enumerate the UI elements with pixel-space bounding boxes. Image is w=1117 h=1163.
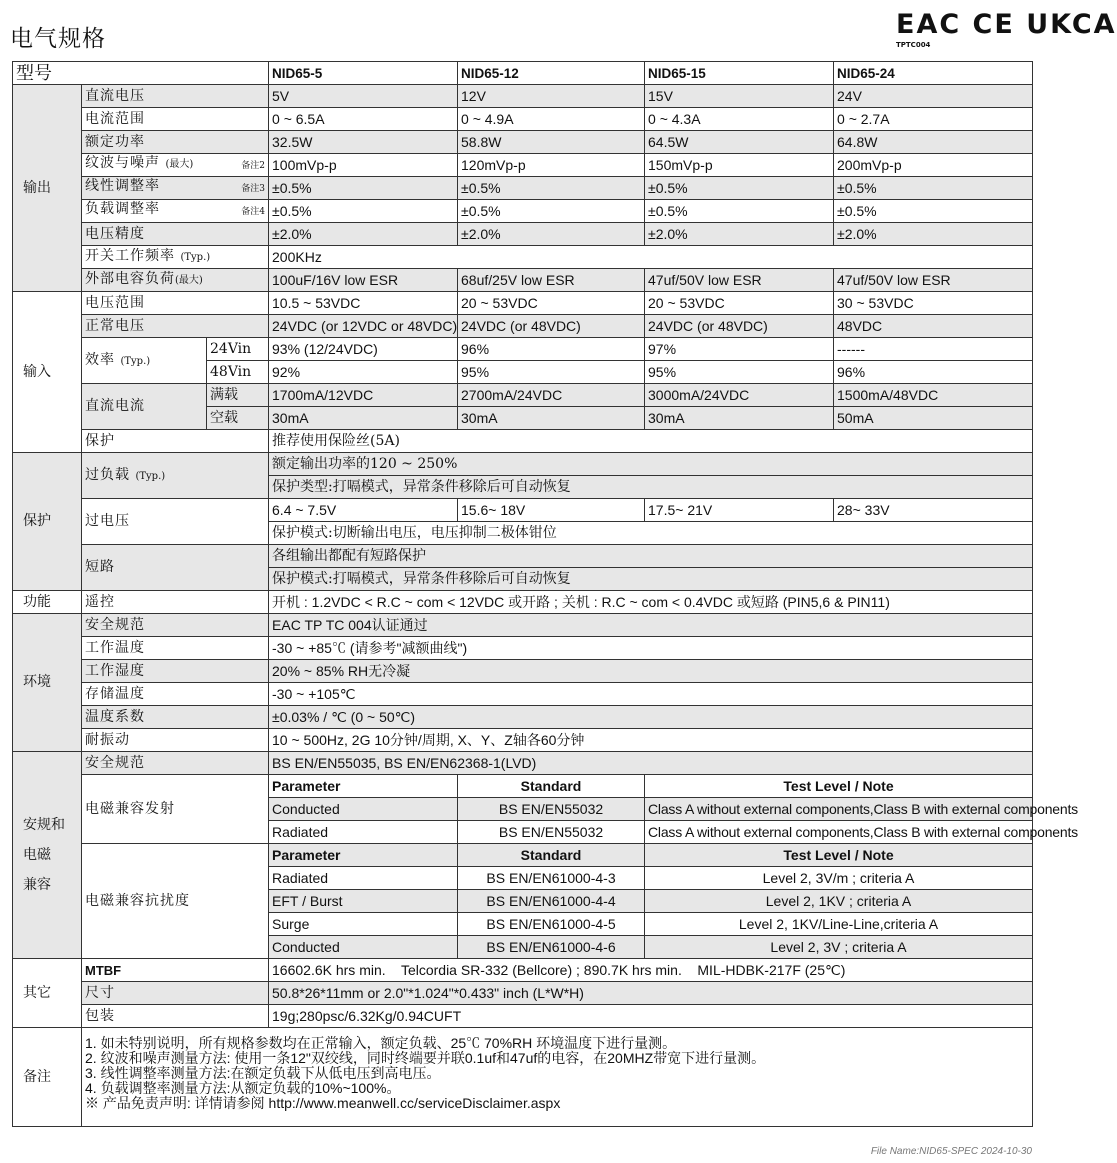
cell: 64.8W bbox=[834, 131, 1033, 154]
protection-overload-row-1 bbox=[13, 453, 1033, 476]
cell: -30 ~ +105℃ bbox=[269, 683, 1033, 706]
env-row bbox=[13, 729, 1033, 752]
cell: 93% (12/24VDC) bbox=[269, 338, 458, 361]
label: 遥控 bbox=[82, 591, 269, 614]
cell: ±2.0% bbox=[834, 223, 1033, 246]
label bbox=[82, 269, 269, 292]
ripple-label: 纹波与噪声 bbox=[85, 155, 160, 171]
cell: Conducted bbox=[269, 936, 458, 959]
cell: EFT / Burst bbox=[269, 890, 458, 913]
cell: 30 ~ 53VDC bbox=[834, 292, 1033, 315]
model-4: NID65-24 bbox=[834, 62, 1033, 85]
cell: 32.5W bbox=[269, 131, 458, 154]
cell: Level 2, 3V/m ; criteria A bbox=[645, 867, 1033, 890]
output-dc-voltage-row bbox=[13, 85, 1033, 108]
cell: 24VDC (or 12VDC or 48VDC) bbox=[269, 315, 458, 338]
cell: 20 ~ 53VDC bbox=[645, 292, 834, 315]
qualifier: (最大) bbox=[165, 159, 194, 170]
label bbox=[82, 200, 269, 223]
others-dimension-row bbox=[13, 982, 1033, 1005]
output-current-range-row bbox=[13, 108, 1033, 131]
output-ext-cap-row bbox=[13, 269, 1033, 292]
qualifier: (Typ.) bbox=[135, 470, 166, 482]
col-head: Parameter bbox=[269, 775, 458, 798]
notes-cell bbox=[82, 1028, 1033, 1127]
file-name-footer: File Name:NID65-SPEC 2024-10-30 bbox=[870, 1146, 1032, 1157]
cell: 保护模式:切断输出电压，电压抑制二极体钳位 bbox=[269, 522, 1033, 545]
protection-short-row-1 bbox=[13, 545, 1033, 568]
label: 包装 bbox=[82, 1005, 269, 1028]
label: 安全规范 bbox=[82, 752, 269, 775]
cell: Class A without external components,Class B with external components bbox=[645, 821, 1033, 844]
cell: 24VDC (or 48VDC) bbox=[458, 315, 645, 338]
cell: BS EN/EN55032 bbox=[458, 798, 645, 821]
label: 电流范围 bbox=[82, 108, 269, 131]
label: 安全规范 bbox=[82, 614, 269, 637]
model-label: 型号 bbox=[13, 62, 269, 85]
category-safety-emc bbox=[13, 752, 82, 959]
note-ref: 备注4 bbox=[241, 207, 266, 217]
emission-head-row bbox=[13, 775, 1033, 798]
input-voltage-range-row bbox=[13, 292, 1033, 315]
cell: Level 2, 1KV ; criteria A bbox=[645, 890, 1033, 913]
cell: 10.5 ~ 53VDC bbox=[269, 292, 458, 315]
model-2: NID65-12 bbox=[458, 62, 645, 85]
label: 工作湿度 bbox=[82, 660, 269, 683]
cell: 100uF/16V low ESR bbox=[269, 269, 458, 292]
cell: EAC TP TC 004认证通过 bbox=[269, 614, 1033, 637]
cell: ------ bbox=[834, 338, 1033, 361]
overload-label: 过负载 bbox=[85, 466, 130, 483]
cell: 20 ~ 53VDC bbox=[458, 292, 645, 315]
cell: BS EN/EN61000-4-5 bbox=[458, 913, 645, 936]
label: 正常电压 bbox=[82, 315, 269, 338]
note-ref: 备注2 bbox=[241, 161, 266, 171]
qualifier: (最大) bbox=[175, 275, 203, 286]
label: 电磁兼容抗扰度 bbox=[82, 844, 269, 959]
cell: 20% ~ 85% RH无冷凝 bbox=[269, 660, 1033, 683]
cell: BS EN/EN55032 bbox=[458, 821, 645, 844]
cat-line: 兼容 bbox=[23, 877, 51, 893]
cell: 30mA bbox=[645, 407, 834, 430]
notes-row bbox=[13, 1028, 1033, 1127]
output-load-reg-row bbox=[13, 200, 1033, 223]
cell: 47uf/50V low ESR bbox=[645, 269, 834, 292]
output-ripple-row bbox=[13, 154, 1033, 177]
cell: 50mA bbox=[834, 407, 1033, 430]
cell: 1500mA/48VDC bbox=[834, 384, 1033, 407]
cell: Class A without external components,Class B with external components bbox=[645, 798, 1033, 821]
cell: 30mA bbox=[458, 407, 645, 430]
switching-freq-label: 开关工作频率 bbox=[85, 248, 175, 264]
note-line: ※ 产品免责声明: 详情请参阅 http://www.meanwell.cc/serviceDisclaimer.aspx bbox=[85, 1095, 561, 1111]
output-rated-power-row bbox=[13, 131, 1033, 154]
cell: 16602.6K hrs min. Telcordia SR-332 (Bellcore) ; 890.7K hrs min. MIL-HDBK-217F (25℃) bbox=[269, 959, 1033, 982]
label: 直流电流 bbox=[82, 384, 207, 430]
page-title: 电气规格 bbox=[10, 26, 106, 52]
cell: 17.5~ 21V bbox=[645, 499, 834, 522]
cell: Radiated bbox=[269, 867, 458, 890]
safety-standards-row bbox=[13, 752, 1033, 775]
label: 工作温度 bbox=[82, 637, 269, 660]
cell: 50.8*26*11mm or 2.0"*1.024"*0.433" inch (L*W*H) bbox=[269, 982, 1033, 1005]
others-packing-row bbox=[13, 1005, 1033, 1028]
line-reg-label: 线性调整率 bbox=[85, 178, 160, 194]
label: 电压范围 bbox=[82, 292, 269, 315]
cell: BS EN/EN61000-4-4 bbox=[458, 890, 645, 913]
sub-label: 48Vin bbox=[207, 361, 269, 384]
cell: 95% bbox=[458, 361, 645, 384]
qualifier: (Typ.) bbox=[120, 355, 151, 367]
label: 保护 bbox=[82, 430, 269, 453]
cat-line: 安规和 bbox=[23, 817, 65, 833]
cell: ±2.0% bbox=[645, 223, 834, 246]
label: 存储温度 bbox=[82, 683, 269, 706]
model-3: NID65-15 bbox=[645, 62, 834, 85]
cell: ±0.5% bbox=[458, 177, 645, 200]
cell: Level 2, 1KV/Line-Line,criteria A bbox=[645, 913, 1033, 936]
label bbox=[82, 246, 269, 269]
model-1: NID65-5 bbox=[269, 62, 458, 85]
label bbox=[82, 338, 207, 384]
cell: 推荐使用保险丝(5A) bbox=[269, 430, 1033, 453]
sub-label: 空载 bbox=[207, 407, 269, 430]
function-remote-row bbox=[13, 591, 1033, 614]
load-reg-label: 负载调整率 bbox=[85, 201, 160, 217]
env-row bbox=[13, 706, 1033, 729]
cell: 120mVp-p bbox=[458, 154, 645, 177]
tptc-label: TPTC004 bbox=[896, 41, 931, 49]
cell: 28~ 33V bbox=[834, 499, 1033, 522]
note-line: 4. 负载调整率测量方法:从额定负载的10%~100%。 bbox=[85, 1080, 401, 1096]
qualifier: (Typ.) bbox=[180, 252, 211, 263]
cell: 24VDC (or 48VDC) bbox=[645, 315, 834, 338]
cell: 保护类型:打嗝模式，异常条件移除后可自动恢复 bbox=[269, 476, 1033, 499]
input-normal-voltage-row bbox=[13, 315, 1033, 338]
cell: BS EN/EN61000-4-6 bbox=[458, 936, 645, 959]
category-input: 输入 bbox=[13, 292, 82, 453]
cell: 10 ~ 500Hz, 2G 10分钟/周期, X、Y、Z轴各60分钟 bbox=[269, 729, 1033, 752]
cell: 92% bbox=[269, 361, 458, 384]
sub-label: 满载 bbox=[207, 384, 269, 407]
cell: 15V bbox=[645, 85, 834, 108]
output-switching-freq-row bbox=[13, 246, 1033, 269]
label: MTBF bbox=[82, 959, 269, 982]
cell: 3000mA/24VDC bbox=[645, 384, 834, 407]
cell: 30mA bbox=[269, 407, 458, 430]
cell: 6.4 ~ 7.5V bbox=[269, 499, 458, 522]
cell: Radiated bbox=[269, 821, 458, 844]
cell: ±0.5% bbox=[269, 177, 458, 200]
category-output: 输出 bbox=[13, 85, 82, 292]
cell: 0 ~ 4.9A bbox=[458, 108, 645, 131]
label: 电磁兼容发射 bbox=[82, 775, 269, 844]
cell: 19g;280psc/6.32Kg/0.94CUFT bbox=[269, 1005, 1033, 1028]
cell: 15.6~ 18V bbox=[458, 499, 645, 522]
env-row bbox=[13, 637, 1033, 660]
cell: 0 ~ 6.5A bbox=[269, 108, 458, 131]
cell: 12V bbox=[458, 85, 645, 108]
note-line: 2. 纹波和噪声测量方法: 使用一条12"双绞线，同时终端要并联0.1uf和47uf的电容，在20MHZ带宽下进行量测。 bbox=[85, 1050, 766, 1066]
cell: Surge bbox=[269, 913, 458, 936]
cell: 68uf/25V low ESR bbox=[458, 269, 645, 292]
category-environment: 环境 bbox=[13, 614, 82, 752]
col-head: Test Level / Note bbox=[645, 844, 1033, 867]
cell: 0 ~ 4.3A bbox=[645, 108, 834, 131]
note-line: 3. 线性调整率测量方法:在额定负载下从低电压到高电压。 bbox=[85, 1065, 441, 1081]
label: 温度系数 bbox=[82, 706, 269, 729]
cell: BS EN/EN55035, BS EN/EN62368-1(LVD) bbox=[269, 752, 1033, 775]
note-ref: 备注3 bbox=[241, 184, 266, 194]
cell: ±0.5% bbox=[645, 200, 834, 223]
label: 直流电压 bbox=[82, 85, 269, 108]
cell: 200KHz bbox=[269, 246, 1033, 269]
cell: 各组输出都配有短路保护 bbox=[269, 545, 1033, 568]
cert-marks: EAC CE UKCA bbox=[896, 9, 1117, 40]
label: 耐振动 bbox=[82, 729, 269, 752]
cell: 保护模式:打嗝模式，异常条件移除后可自动恢复 bbox=[269, 568, 1033, 591]
label bbox=[82, 177, 269, 200]
protection-overvoltage-row-1 bbox=[13, 499, 1033, 522]
label: 过电压 bbox=[82, 499, 269, 545]
input-efficiency-row-1 bbox=[13, 338, 1033, 361]
label bbox=[82, 453, 269, 499]
env-row bbox=[13, 660, 1033, 683]
cell: 95% bbox=[645, 361, 834, 384]
output-accuracy-row bbox=[13, 223, 1033, 246]
certification-logos bbox=[896, 9, 1117, 54]
spec-table bbox=[12, 61, 1078, 1127]
category-others: 其它 bbox=[13, 959, 82, 1028]
col-head: Standard bbox=[458, 775, 645, 798]
immunity-head-row bbox=[13, 844, 1033, 867]
efficiency-label: 效率 bbox=[85, 351, 115, 368]
cell: ±2.0% bbox=[269, 223, 458, 246]
cell: ±2.0% bbox=[458, 223, 645, 246]
col-head: Standard bbox=[458, 844, 645, 867]
label: 短路 bbox=[82, 545, 269, 591]
output-line-reg-row bbox=[13, 177, 1033, 200]
ext-cap-label: 外部电容负荷 bbox=[85, 271, 175, 287]
input-dc-current-row-1 bbox=[13, 384, 1033, 407]
cell: 97% bbox=[645, 338, 834, 361]
env-row bbox=[13, 614, 1033, 637]
cell: 200mVp-p bbox=[834, 154, 1033, 177]
label: 额定功率 bbox=[82, 131, 269, 154]
cell: 48VDC bbox=[834, 315, 1033, 338]
cat-line: 电磁 bbox=[23, 847, 51, 863]
cell: Conducted bbox=[269, 798, 458, 821]
cell: 58.8W bbox=[458, 131, 645, 154]
note-line: 1. 如未特别说明，所有规格参数均在正常输入，额定负载、25℃ 70%RH 环境温度下进行量测。 bbox=[85, 1035, 677, 1051]
cell: ±0.5% bbox=[269, 200, 458, 223]
cell: BS EN/EN61000-4-3 bbox=[458, 867, 645, 890]
col-head: Test Level / Note bbox=[645, 775, 1033, 798]
cell: 96% bbox=[834, 361, 1033, 384]
label: 尺寸 bbox=[82, 982, 269, 1005]
cell: -30 ~ +85℃ (请参考"减额曲线") bbox=[269, 637, 1033, 660]
others-mtbf-row bbox=[13, 959, 1033, 982]
cell: Level 2, 3V ; criteria A bbox=[645, 936, 1033, 959]
category-function: 功能 bbox=[13, 591, 82, 614]
col-head: Parameter bbox=[269, 844, 458, 867]
cell: ±0.5% bbox=[458, 200, 645, 223]
cell: 额定输出功率的120 ~ 250% bbox=[269, 453, 1033, 476]
cell: 0 ~ 2.7A bbox=[834, 108, 1033, 131]
category-notes: 备注 bbox=[13, 1028, 82, 1127]
cell: 24V bbox=[834, 85, 1033, 108]
cell: 96% bbox=[458, 338, 645, 361]
category-protection: 保护 bbox=[13, 453, 82, 591]
cell: 5V bbox=[269, 85, 458, 108]
cell: 150mVp-p bbox=[645, 154, 834, 177]
input-protection-row bbox=[13, 430, 1033, 453]
cell: 100mVp-p bbox=[269, 154, 458, 177]
cell: 47uf/50V low ESR bbox=[834, 269, 1033, 292]
sub-label: 24Vin bbox=[207, 338, 269, 361]
cell: ±0.5% bbox=[834, 200, 1033, 223]
cell: ±0.5% bbox=[834, 177, 1033, 200]
env-row bbox=[13, 683, 1033, 706]
cell: 64.5W bbox=[645, 131, 834, 154]
cell: 1700mA/12VDC bbox=[269, 384, 458, 407]
cell: ±0.03% / ℃ (0 ~ 50℃) bbox=[269, 706, 1033, 729]
cell: ±0.5% bbox=[645, 177, 834, 200]
cell: 2700mA/24VDC bbox=[458, 384, 645, 407]
label bbox=[82, 154, 269, 177]
header-row bbox=[13, 62, 1033, 85]
cell: 开机 : 1.2VDC < R.C ~ com < 12VDC 或开路 ; 关机 : R.C ~ com < 0.4VDC 或短路 (PIN5,6 & PIN11) bbox=[269, 591, 1033, 614]
label: 电压精度 bbox=[82, 223, 269, 246]
